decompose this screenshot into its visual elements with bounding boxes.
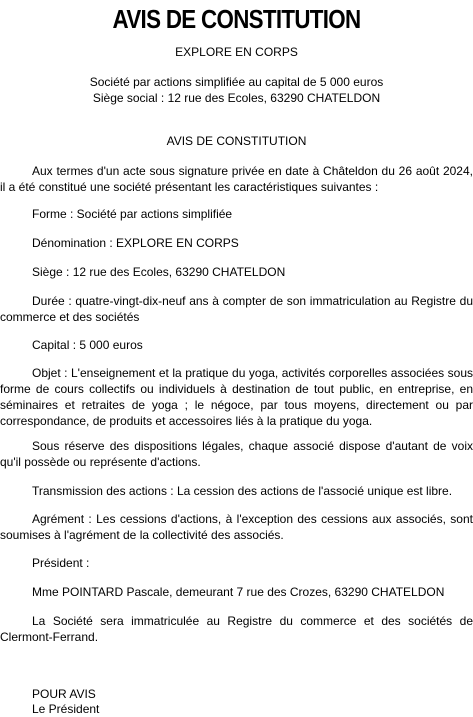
forme-line: Forme : Société par actions simplifiée (32, 207, 233, 221)
denomination-line: Dénomination : EXPLORE EN CORPS (32, 236, 239, 250)
transmission-line: Transmission des actions : La cession des actions de l'associé unique est libre. (32, 484, 453, 498)
notice-subtitle: AVIS DE CONSTITUTION (166, 134, 307, 148)
objet-paragraph: Objet : L'enseignement et la pratique du yoga, activités corporelles associées sous forme de cours collectifs ou individuels à destination de tout public, en entreprise, en séminaires et retraites de yoga ; le négoce, par tous moyens, directement ou par correspondance, de produits et accessoires liés à la pratique du yoga. (0, 366, 473, 428)
signatory-label: Le Président (32, 702, 100, 716)
duree-paragraph: Durée : quatre-vingt-dix-neuf ans à compter de son immatriculation au Registre du commerce et des sociétés (0, 294, 473, 324)
company-name: EXPLORE EN CORPS (175, 45, 298, 59)
president-name: Mme POINTARD Pascale, demeurant 7 rue des Crozes, 63290 CHATELDON (32, 585, 445, 599)
pour-avis-label: POUR AVIS (32, 687, 96, 701)
company-form-capital: Société par actions simplifiée au capital de 5 000 euros (89, 75, 384, 89)
intro-paragraph: Aux termes d'un acte sous signature privée en date à Châteldon du 26 août 2024, il a été constitué une société présentant les caractéristiques suivantes : (0, 164, 473, 194)
president-label: Président : (32, 556, 90, 570)
registration-paragraph: La Société sera immatriculée au Registre du commerce et des sociétés de Clermont-Ferrand. (0, 614, 473, 644)
agrement-paragraph: Agrément : Les cessions d'actions, à l'exception des cessions aux associés, sont soumises à l'agrément de la collectivité des associés. (0, 512, 473, 542)
page-title: AVIS DE CONSTITUTION (112, 4, 361, 34)
voting-paragraph: Sous réserve des dispositions légales, chaque associé dispose d'autant de voix qu'il possède ou représente d'actions. (0, 439, 473, 469)
siege-line: Siège : 12 rue des Ecoles, 63290 CHATELDON (32, 265, 286, 279)
company-seat: Siège social : 12 rue des Ecoles, 63290 CHATELDON (92, 91, 381, 105)
capital-line: Capital : 5 000 euros (32, 338, 143, 352)
